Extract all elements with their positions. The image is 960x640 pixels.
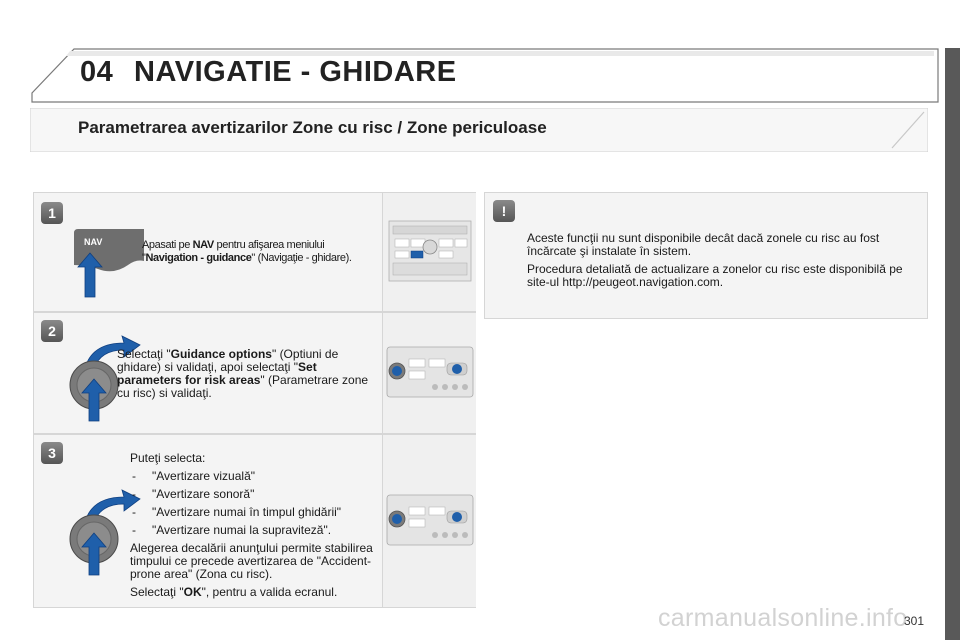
page-number: 301 [904, 614, 925, 628]
step-1-badge: 1 [41, 202, 63, 224]
step-1-radio-image [382, 193, 476, 311]
watermark: carmanualsonline.info [658, 604, 908, 632]
section-title: Parametrarea avertizarilor Zone cu risc / Zone periculoase [78, 118, 547, 137]
warning-paragraph-2: Procedura detaliată de actualizare a zonelor cu risc este disponibilă pe site-ul http://peugeot.navigation.com. [527, 262, 903, 289]
step-3-confirm: Selectaţi "OK", pentru a valida ecranul. [130, 585, 338, 599]
nav-button-label: NAV [84, 237, 103, 247]
step-3-badge: 3 [41, 442, 63, 464]
step-3-text [130, 452, 380, 604]
section-header [30, 108, 928, 152]
warning-text [527, 232, 917, 294]
chapter-number: 04 [80, 56, 114, 88]
warning-paragraph-1: Aceste funcţii nu sunt disponibile decât dacă zonele cu risc au fost încărcate şi instalate în sistem. [527, 231, 880, 258]
chapter-title: NAVIGATIE - GHIDARE [134, 56, 457, 88]
step-3-intro: Puteţi selecta: [130, 451, 206, 465]
step-3-radio-image [382, 435, 476, 607]
step-2-badge: 2 [41, 320, 63, 342]
step-1-panel [33, 192, 476, 312]
step-2-text: Selectaţi "Guidance options" (Optiuni de ghidare) si validaţi, apoi selectaţi "Set parameters for risk areas" (Parametrare zone cu risc) si validaţi. [117, 347, 369, 400]
step-1-text: Apasati pe NAV pentru afişarea meniului "Navigation - guidance" (Navigaţie - ghidare). [142, 239, 352, 264]
step-2-radio-image [382, 313, 476, 433]
option-sound-warning: - "Avertizare sonoră" [132, 487, 255, 501]
page-edge-bar [945, 48, 960, 640]
option-visual-warning: - "Avertizare vizuală" [132, 469, 256, 483]
step-3-note: Alegerea decalării anunţului permite stabilirea timpului ce precede avertizarea de "Accident-prone area" (Zona cu risc). [130, 541, 373, 581]
option-guidance-only-warning: - "Avertizare numai în timpul ghidării" [132, 505, 342, 519]
nav-button-illustration [66, 219, 146, 303]
warning-panel [484, 192, 928, 319]
step-2-panel [33, 312, 476, 434]
step-3-panel [33, 434, 476, 608]
option-overspeed-warning: - "Avertizare numai la supraviteză". [132, 523, 332, 537]
warning-icon: ! [493, 200, 515, 222]
chapter-header [30, 46, 942, 104]
